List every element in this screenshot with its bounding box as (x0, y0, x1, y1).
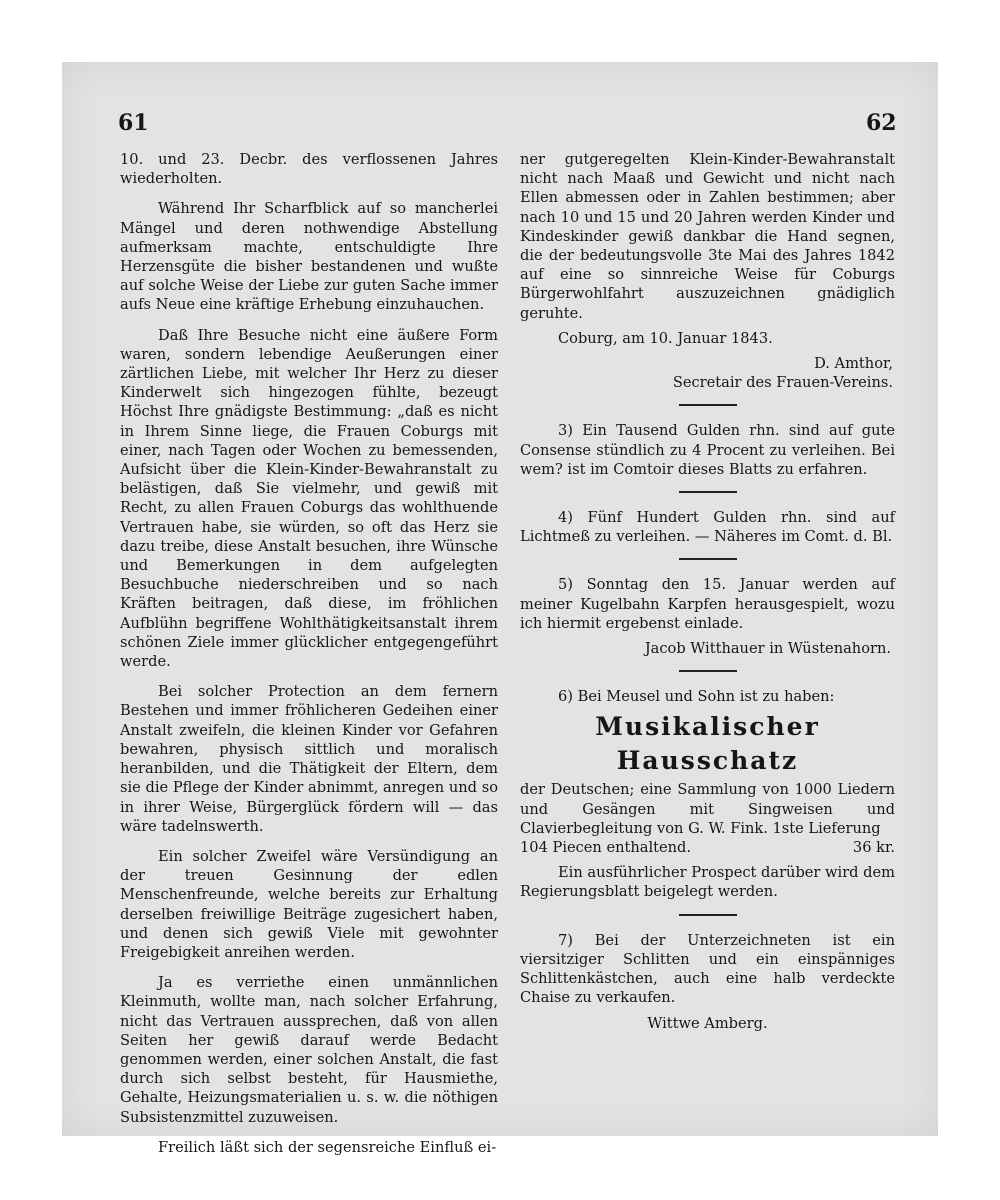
advertisement-3: 3) Ein Tausend Gulden rhn. sind auf gute Consense stündlich zu 4 Procent zu verleihen. Bei wem? ist im Comtoir dieses Blatts zu erfahren. (520, 422, 895, 478)
advertisement-6-price-line (520, 838, 895, 857)
advertisement-5-signature: Jacob Witthauer in Wüstenahorn. (644, 640, 891, 658)
divider (679, 914, 737, 916)
page-number-right: 62 (866, 110, 897, 136)
left-column (120, 150, 498, 1157)
divider (679, 558, 737, 560)
advertisement-6-last-line: 104 Piecen enthaltend. (520, 839, 692, 857)
divider (679, 491, 737, 493)
paragraph: Daß Ihre Besuche nicht eine äußere Form waren, sondern lebendige Aeußerungen einer zärtlichen Liebe, mit welcher Ihr Herz zu dieser Kinderwelt sich hingezogen fühlte, bezeugt Höchst Ihre gnädigste Bestimmung: „daß es nicht in Ihrem Sinne liege, die Frauen Coburgs mit einer, nach Tagen oder Wochen zu bemessenden, Aufsicht über die Klein-Kinder-Bewahranstalt zu belästigen, daß Sie vielmehr, und gewiß mit Recht, zu allen Frauen Coburgs das wohlthuende Vertrauen habe, sie würden, so oft das Herz sie dazu treibe, diese Anstalt besuchen, ihre Wünsche und Bemerkungen in dem aufgelegten Besuchbuche niederschreiben und so nach Kräften beitragen, daß diese, im fröhlichen Aufblühn begriffene Wohlthätigkeitsanstalt ihrem schönen Ziele immer glücklicher entgegengeführt werde. (120, 326, 498, 671)
book-title: Musikalischer Hausschatz (595, 712, 820, 776)
place-date: Coburg, am 10. Januar 1843. (558, 329, 773, 347)
advertisement-6-body: der Deutschen; eine Sammlung von 1000 Liedern und Gesängen mit Singweisen und Clavierbegleitung von G. W. Fink. 1ste Lieferung (520, 781, 895, 837)
advertisement-4: 4) Fünf Hundert Gulden rhn. sind auf Lichtmeß zu verleihen. — Näheres im Comt. d. Bl. (520, 509, 895, 546)
right-column (520, 150, 895, 1033)
advertisement-6-intro: 6) Bei Meusel und Sohn ist zu haben: (558, 688, 835, 706)
paragraph: Freilich läßt sich der segensreiche Einfluß ei- (158, 1138, 497, 1156)
advertisement-5: 5) Sonntag den 15. Januar werden auf meiner Kugelbahn Karpfen herausgespielt, wozu ich hiermit ergebenst einlade. (520, 576, 895, 632)
price: 36 kr. (852, 839, 895, 857)
paragraph: 10. und 23. Decbr. des verflossenen Jahres wiederholten. (120, 151, 498, 188)
paragraph: Bei solcher Protection an dem fernern Bestehen und immer fröhlicheren Gedeihen einer Anstalt zweifeln, die kleinen Kinder vor Gefahren bewahren, physisch sittlich und moralisch heranbilden, und die Thätigkeit der Eltern, dem sie die Pflege der Kinder abnimmt, anregen und so in ihrer Weise, Bürgerglück fördern will — das wäre tadelnswerth. (120, 683, 498, 835)
page-number-left: 61 (118, 110, 149, 136)
advertisement-7: 7) Bei der Unterzeichneten ist ein viersitziger Schlitten und ein einspänniges Schlittenkästchen, auch eine halb verdeckte Chaise zu verkaufen. (520, 931, 895, 1007)
divider (679, 670, 737, 672)
signature-name: D. Amthor, (814, 355, 893, 373)
paragraph: Während Ihr Scharfblick auf so mancherlei Mängel und deren nothwendige Abstellung aufmerksam machte, entschuldigte Ihre Herzensgüte die bisher bestandenen und wußte auf solche Weise der Liebe zur guten Sache immer aufs Neue eine kräftige Erhebung einzuhauchen. (120, 200, 498, 314)
paragraph: Ja es verriethe einen unmännlichen Kleinmuth, wollte man, nach solcher Erfahrung, nicht das Vertrauen aussprechen, daß von allen Seiten her gewiß darauf werde Bedacht genommen werden, einer solchen Anstalt, die fast durch sich selbst besteht, für Hausmiethe, Gehalte, Heizungsmaterialien u. s. w. die nöthigen Subsistenzmittel zuzuweisen. (120, 974, 498, 1126)
divider (679, 404, 737, 406)
signature-title: Secretair des Frauen-Vereins. (672, 374, 893, 392)
advertisement-6-note: Ein ausführlicher Prospect darüber wird dem Regierungsblatt beigelegt werden. (520, 864, 895, 901)
advertisement-7-signature: Wittwe Amberg. (647, 1014, 768, 1032)
paragraph: ner gutgeregelten Klein-Kinder-Bewahranstalt nicht nach Maaß und Gewicht und nicht nach Ellen abmessen oder in Zahlen bestimmen; aber nach 10 und 15 und 20 Jahren werden Kinder und Kindeskinder gewiß dankbar die Hand segnen, die der bedeutungsvolle 3te Mai des Jahres 1842 auf eine so sinnreiche Weise für Coburgs Bürgerwohlfahrt auszuzeichnen gnädiglich geruhte. (520, 151, 895, 322)
paragraph: Ein solcher Zweifel wäre Versündigung an der treuen Gesinnung der edlen Menschenfreunde, welche bereits zur Erhaltung derselben freiwillige Beiträge zugesichert haben, und denen sich gewiß Viele mit gewohnter Freigebigkeit anreihen werden. (120, 847, 498, 961)
